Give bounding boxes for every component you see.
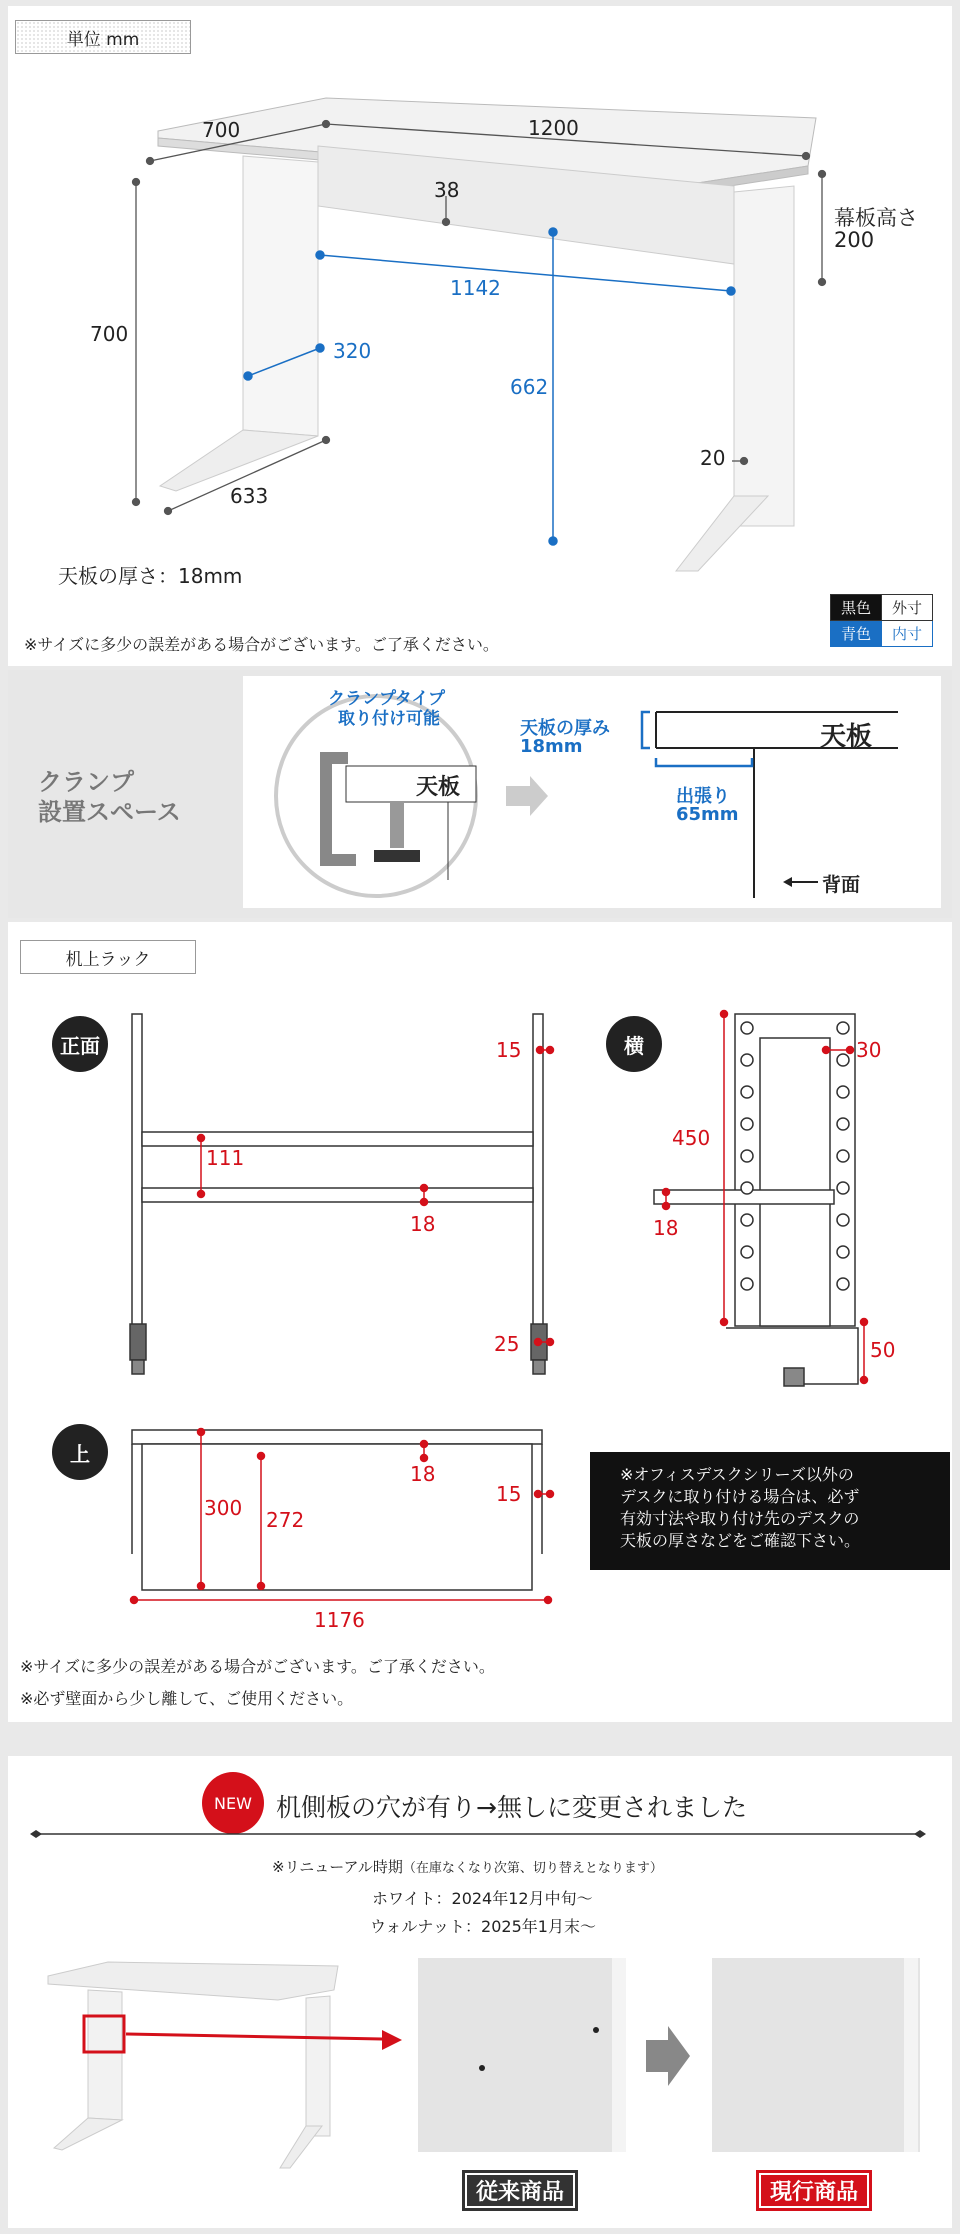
overhang-label-1: 出張り <box>676 786 730 807</box>
side-d450: 450 <box>672 1126 711 1150</box>
desk-note: ※サイズに多少の誤差がある場合がございます。ご了承ください。 <box>24 635 499 654</box>
walnut-schedule: ウォルナット：2025年1月末～ <box>370 1917 596 1936</box>
clamp-type-2: 取り付け可能 <box>338 709 440 729</box>
rack-tag: 机上ラック <box>20 940 196 974</box>
white-schedule: ホワイト：2024年12月中旬～ <box>372 1889 593 1908</box>
legend-outer: 外寸 <box>882 595 933 621</box>
legend-black: 黒色 <box>831 595 882 621</box>
legend-inner: 内寸 <box>882 621 933 647</box>
dim-leg-inner: 320 <box>333 339 372 363</box>
color-legend <box>830 594 933 647</box>
rack-drawing <box>8 922 952 1722</box>
overhang-label-2: 65mm <box>676 804 739 825</box>
rack-note-2: ※必ず壁面から少し離して、ご使用ください。 <box>20 1689 354 1708</box>
change-title: 机側板の穴が有り→無しに変更されました <box>276 1793 747 1822</box>
dim-foot: 633 <box>230 484 269 508</box>
top-d300: 300 <box>204 1496 243 1520</box>
change-drawing <box>8 1756 952 2228</box>
unit-tag: 単位 mm <box>15 20 191 54</box>
desk-dimensions-panel <box>8 6 952 666</box>
front-d111: 111 <box>206 1146 245 1170</box>
dim-front-gap: 38 <box>434 178 460 202</box>
badge-front: 正面 <box>52 1016 108 1072</box>
dim-panel-height: 200 <box>834 228 875 252</box>
top-thickness: 天板の厚さ：18mm <box>58 564 243 588</box>
new-badge: NEW <box>202 1772 264 1834</box>
back-label: 背面 <box>822 874 861 896</box>
dim-knee: 662 <box>510 375 549 399</box>
side-d30: 30 <box>856 1038 882 1062</box>
front-d15: 15 <box>496 1038 522 1062</box>
rack-notice: ※オフィスデスクシリーズ以外の デスクに取り付ける場合は、必ず 有効寸法や取り付け先のデスクの 天板の厚さなどをご確認下さい。 <box>590 1452 950 1570</box>
top-d18: 18 <box>410 1462 436 1486</box>
dim-foot-height: 20 <box>700 446 726 470</box>
change-panel <box>8 1756 952 2228</box>
clamp-drawing <box>8 670 952 918</box>
top-d272: 272 <box>266 1508 305 1532</box>
legend-blue: 青色 <box>831 621 882 647</box>
dim-inner-width: 1142 <box>450 276 501 300</box>
clamp-type-1: クランプタイプ <box>328 689 445 709</box>
renewal-label <box>272 1856 663 1877</box>
top-d15: 15 <box>496 1482 522 1506</box>
front-d25: 25 <box>494 1332 520 1356</box>
thickness-label-1: 天板の厚み <box>520 718 610 739</box>
dim-width: 1200 <box>528 116 579 140</box>
thickness-label-2: 18mm <box>520 736 583 757</box>
dim-panel-label: 幕板高さ <box>834 206 918 230</box>
badge-top: 上 <box>52 1424 108 1480</box>
clamp-title-2: 設置スペース <box>38 798 181 826</box>
dim-depth: 700 <box>202 118 241 142</box>
dim-height: 700 <box>90 322 129 346</box>
clamp-title-1: クランプ <box>38 768 134 796</box>
top-d1176: 1176 <box>314 1608 365 1632</box>
renewal-text: ※リニューアル時期 <box>272 1858 403 1876</box>
schematic-top-label: 天板 <box>820 722 873 752</box>
old-product-label: 従来商品 <box>462 2170 578 2211</box>
clamp-panel <box>8 670 952 918</box>
side-d50: 50 <box>870 1338 896 1362</box>
rack-panel <box>8 922 952 1722</box>
clamp-top-label: 天板 <box>416 775 461 800</box>
side-d18: 18 <box>653 1216 679 1240</box>
badge-side: 横 <box>606 1016 662 1072</box>
new-product-label: 現行商品 <box>756 2170 872 2211</box>
renewal-small: （在庫なくなり次第、切り替えとなります） <box>402 1861 663 1876</box>
front-d18: 18 <box>410 1212 436 1236</box>
rack-note-1: ※サイズに多少の誤差がある場合がございます。ご了承ください。 <box>20 1657 495 1676</box>
